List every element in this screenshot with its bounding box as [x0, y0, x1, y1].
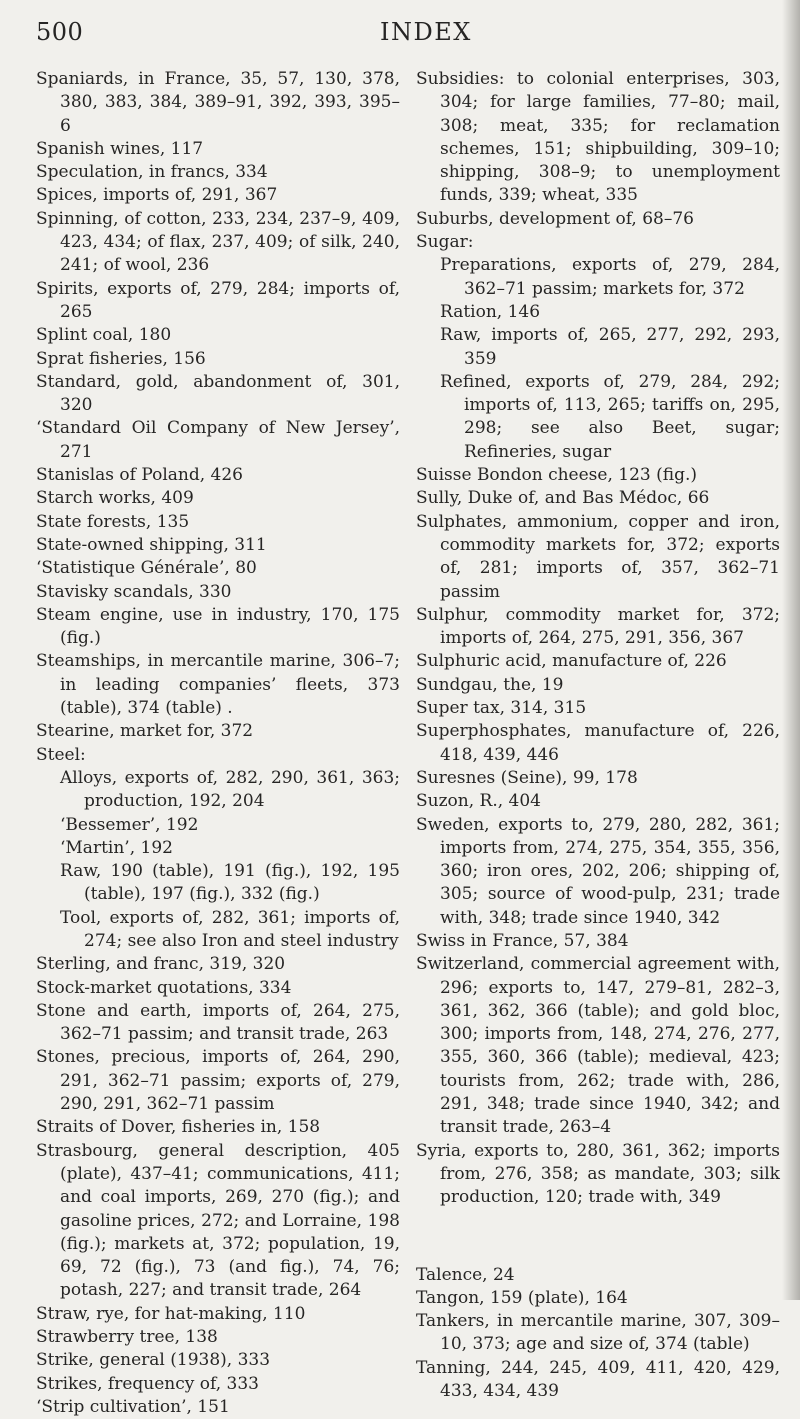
index-entry: ‘Strip cultivation’, 151 — [36, 1396, 230, 1417]
index-entry: Sprat fisheries, 156 — [36, 348, 206, 369]
index-entry: Spices, imports of, 291, 367 — [36, 185, 278, 206]
index-entry: Tanning, 244, 245, 409, 411, 420, 429, 433, 434, 439 — [416, 1357, 780, 1402]
index-entry: Suresnes (Seine), 99, 178 — [416, 767, 638, 788]
index-entry: Speculation, in francs, 334 — [36, 162, 268, 183]
index-entry: Standard, gold, abandonment of, 301, 320 — [36, 371, 400, 416]
index-entry: State-owned shipping, 311 — [36, 534, 267, 555]
index-entry: Sundgau, the, 19 — [416, 674, 564, 695]
index-entry: Swiss in France, 57, 384 — [416, 930, 629, 951]
index-entry: Stones, precious, imports of, 264, 290, 291, 362–71 passim; exports of, 279, 290, 291, 362–71 passim — [36, 1047, 400, 1115]
index-entry: Steam engine, use in industry, 170, 175 (fig.) — [36, 604, 400, 649]
index-entry: Spirits, exports of, 279, 284; imports of, 265 — [36, 278, 400, 322]
index-entry: Splint coal, 180 — [36, 325, 172, 346]
index-column-left — [36, 68, 400, 1419]
index-entry: Sweden, exports to, 279, 280, 282, 361; imports from, 274, 275, 354, 355, 356, 360; iron ores, 202, 206; shipping of, 305; source of wood-pulp, 231; trade with, 348; trade since 1940, 342 — [416, 814, 780, 928]
index-entry: Spanish wines, 117 — [36, 138, 204, 159]
index-entry: ‘Statistique Générale’, 80 — [36, 558, 257, 579]
index-entry: ‘Standard Oil Company of New Jersey’, 271 — [36, 418, 400, 462]
section-gap — [416, 1227, 780, 1247]
index-entry: Suburbs, development of, 68–76 — [416, 208, 694, 229]
index-entry: Straits of Dover, fisheries in, 158 — [36, 1117, 321, 1138]
index-subentry: ‘Bessemer’, 192 — [60, 814, 199, 835]
index-entry: Suzon, R., 404 — [416, 791, 542, 812]
index-entry: Sulphuric acid, manufacture of, 226 — [416, 651, 727, 672]
index-entry: Starch works, 409 — [36, 488, 194, 509]
index-entry: Sugar: — [416, 232, 474, 253]
page-edge-shadow — [782, 0, 800, 1300]
index-entry: Straw, rye, for hat-making, 110 — [36, 1303, 306, 1324]
index-entry: Steamships, in mercantile marine, 306–7; in leading companies’ fleets, 373 (table), 374 (table) . — [36, 651, 400, 719]
index-entry: Talence, 24 — [416, 1264, 515, 1285]
index-entry: Strike, general (1938), 333 — [36, 1350, 271, 1371]
index-subentry: ‘Martin’, 192 — [60, 837, 173, 858]
index-entry: Steel: — [36, 744, 86, 765]
index-entry: Stone and earth, imports of, 264, 275, 362–71 passim; and transit trade, 263 — [36, 1000, 400, 1045]
index-column-right — [416, 68, 780, 1403]
index-entry: Suisse Bondon cheese, 123 (fig.) — [416, 465, 698, 486]
index-entry: Strasbourg, general description, 405 (plate), 437–41; communications, 411; and coal imports, 269, 270 (fig.); and gasoline prices, 272; and Lorraine, 198 (fig.); markets at, 372; population, 19, 69, 72 (fig.), 73 (and fig.), 74, 76; potash, 227; and transit trade, 264 — [36, 1140, 400, 1301]
index-subentry: Raw, 190 (table), 191 (fig.), 192, 195 (table), 197 (fig.), 332 (fig.) — [60, 861, 400, 905]
index-entry: Sulphates, ammonium, copper and iron, commodity markets for, 372; exports of, 281; imports of, 357, 362–71 passim — [416, 511, 780, 602]
index-subentry: Tool, exports of, 282, 361; imports of, 274; see also Iron and steel industry — [60, 907, 400, 951]
index-entry: Syria, exports to, 280, 361, 362; imports from, 276, 358; as mandate, 303; silk production, 120; trade with, 349 — [416, 1140, 780, 1208]
index-entry: Super tax, 314, 315 — [416, 698, 587, 719]
index-entry: Stearine, market for, 372 — [36, 721, 254, 742]
index-entry: Strawberry tree, 138 — [36, 1327, 218, 1348]
index-entry: Sulphur, commodity market for, 372; imports of, 264, 275, 291, 356, 367 — [416, 604, 780, 649]
index-entry: Tankers, in mercantile marine, 307, 309–10, 373; age and size of, 374 (table) — [416, 1311, 780, 1355]
index-entry: Spinning, of cotton, 233, 234, 237–9, 409, 423, 434; of flax, 237, 409; of silk, 240, 241; of wool, 236 — [36, 208, 400, 276]
index-subentry: Refined, exports of, 279, 284, 292; imports of, 113, 265; tariffs on, 295, 298; see also Beet, sugar; Refineries, sugar — [440, 371, 780, 462]
index-entry: Stock-market quotations, 334 — [36, 977, 292, 998]
index-entry: Strikes, frequency of, 333 — [36, 1373, 259, 1394]
index-entry: Switzerland, commercial agreement with, 296; exports to, 147, 279–81, 282–3, 361, 362, 366 (table); and gold bloc, 300; imports from, 148, 274, 276, 277, 355, 360, 366 (table); medieval, 423; tourists from, 262; trade with, 286, 291, 348; trade since 1940, 342; and transit trade, 263–4 — [416, 954, 780, 1138]
index-entry: Stanislas of Poland, 426 — [36, 465, 243, 486]
index-entry: Subsidies: to colonial enterprises, 303, 304; for large families, 77–80; mail, 308; meat, 335; for reclamation schemes, 151; shipbuilding, 309–10; shipping, 308–9; to unemployment funds, 339; wheat, 335 — [416, 69, 780, 206]
index-entry: Spaniards, in France, 35, 57, 130, 378, 380, 383, 384, 389–91, 392, 393, 395–6 — [36, 69, 400, 136]
index-subentry: Ration, 146 — [440, 301, 541, 322]
index-entry: Tangon, 159 (plate), 164 — [416, 1287, 628, 1308]
index-entry: Superphosphates, manufacture of, 226, 418, 439, 446 — [416, 721, 780, 765]
index-entry: Stavisky scandals, 330 — [36, 581, 232, 602]
page-header — [0, 18, 800, 54]
index-subentry: Alloys, exports of, 282, 290, 361, 363; production, 192, 204 — [60, 767, 400, 812]
page-number: 500 — [36, 18, 84, 46]
index-entry: Sterling, and franc, 319, 320 — [36, 954, 286, 975]
index-entry: Sully, Duke of, and Bas Médoc, 66 — [416, 488, 710, 509]
index-subentry: Raw, imports of, 265, 277, 292, 293, 359 — [440, 325, 780, 369]
running-head: INDEX — [380, 18, 472, 46]
index-entry: State forests, 135 — [36, 511, 190, 532]
index-subentry: Preparations, exports of, 279, 284, 362–71 passim; markets for, 372 — [440, 255, 780, 299]
